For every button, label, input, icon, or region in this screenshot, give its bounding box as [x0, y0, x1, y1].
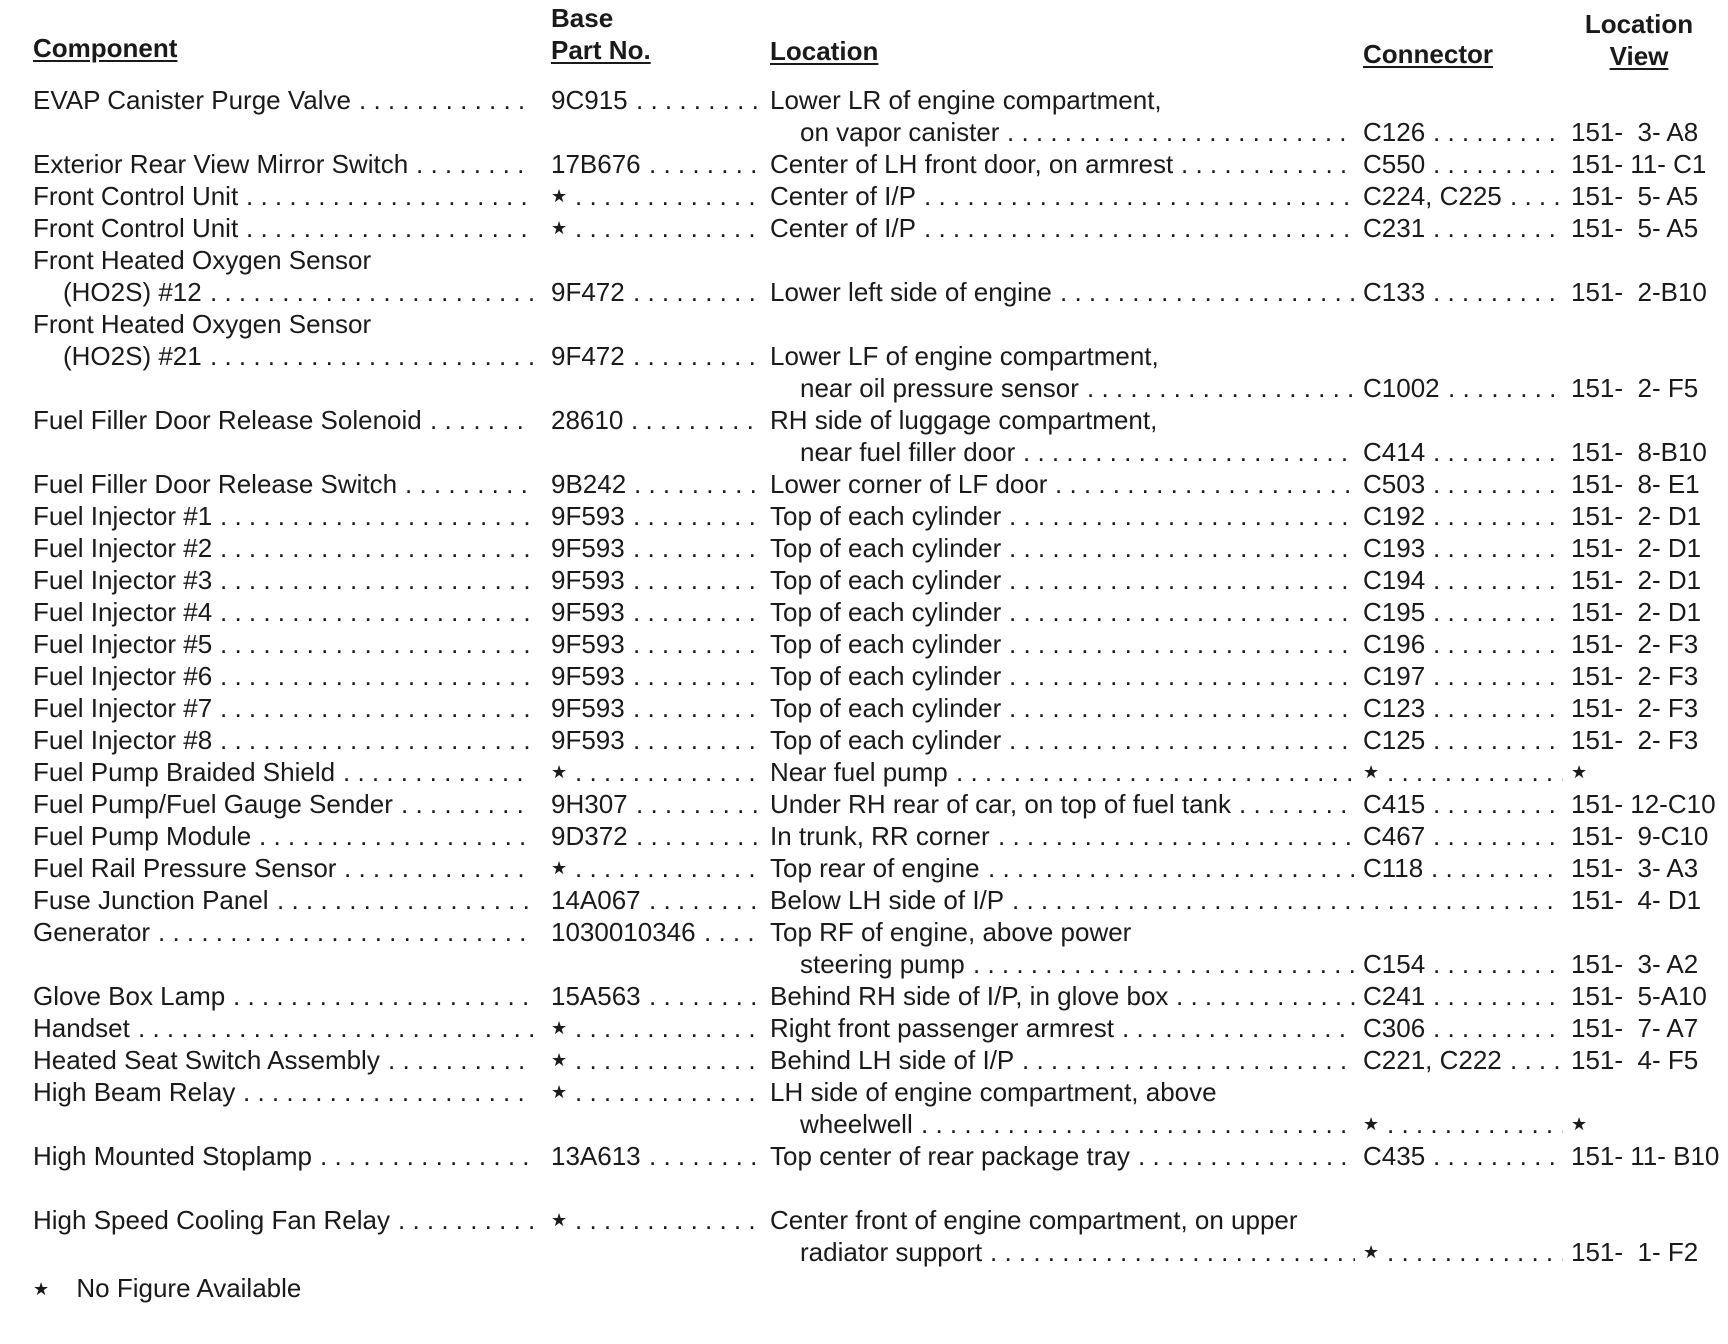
no-figure-star-icon: ★ [551, 218, 568, 238]
component-cell: Glove Box Lamp [33, 981, 226, 1011]
header-location-label: Location [770, 36, 879, 66]
dot-leader [1433, 628, 1563, 660]
dot-leader [633, 692, 763, 724]
dot-leader [1009, 628, 1355, 660]
dot-leader [1176, 980, 1355, 1012]
location-cell: radiator support [800, 1237, 983, 1267]
component-cell: Fuel Injector #5 [33, 629, 213, 659]
component-cell: Fuel Injector #2 [33, 533, 213, 563]
dot-leader [398, 1204, 533, 1236]
dot-leader [575, 1012, 763, 1044]
location-cell: Top of each cylinder [770, 725, 1002, 755]
part-number-cell: 9F593 [551, 597, 625, 627]
connector-cell: C123 [1363, 693, 1426, 723]
location-cell: Center of I/P [770, 181, 916, 211]
dot-leader [1009, 596, 1355, 628]
dot-leader [1433, 660, 1563, 692]
part-number-cell: 14A067 [551, 885, 641, 915]
dot-leader [649, 1140, 763, 1172]
dot-leader [1433, 148, 1563, 180]
component-cell: Fuel Rail Pressure Sensor [33, 853, 337, 883]
location-view-cell: 151- 3- A3 [1571, 853, 1699, 883]
dot-leader [636, 84, 763, 116]
location-cell: Top center of rear package tray [770, 1141, 1130, 1171]
dot-leader [1087, 372, 1355, 404]
component-cell: Fuel Pump Braided Shield [33, 757, 336, 787]
dot-leader [575, 852, 763, 884]
location-cell: Top of each cylinder [770, 629, 1002, 659]
connector-cell: C118 [1363, 853, 1424, 883]
connector-cell: C467 [1363, 821, 1426, 851]
dot-leader [1433, 1140, 1563, 1172]
dot-leader [1433, 692, 1563, 724]
location-view-cell: 151- 2-B10 [1571, 277, 1707, 307]
component-cell: Generator [33, 917, 151, 947]
location-view-cell: 151- 2- F3 [1571, 629, 1699, 659]
header-connector-label: Connector [1363, 39, 1493, 69]
dot-leader [1009, 724, 1355, 756]
component-cell: Front Control Unit [33, 213, 239, 243]
location-view-cell: 151- 5- A5 [1571, 213, 1699, 243]
location-cell: on vapor canister [800, 117, 1000, 147]
dot-leader [1510, 1044, 1563, 1076]
dot-leader [1239, 788, 1355, 820]
location-view-cell: 151- 4- D1 [1571, 885, 1702, 915]
component-cell: Front Control Unit [33, 181, 239, 211]
dot-leader [1009, 564, 1355, 596]
dot-leader [575, 1076, 763, 1108]
dot-leader [956, 756, 1355, 788]
dot-leader [320, 1140, 533, 1172]
part-number-cell: 9D372 [551, 821, 628, 851]
location-cell: near oil pressure sensor [800, 373, 1079, 403]
connector-cell: C435 [1363, 1141, 1426, 1171]
dot-leader [633, 724, 763, 756]
footnote [33, 1272, 301, 1305]
no-figure-star-icon: ★ [1363, 1242, 1380, 1262]
location-cell: LH side of engine compartment, above [770, 1077, 1217, 1107]
dot-leader [430, 404, 533, 436]
connector-cell: C154 [1363, 949, 1426, 979]
component-cell: Fuel Injector #4 [33, 597, 213, 627]
dot-leader [1433, 820, 1563, 852]
dot-leader [1433, 436, 1563, 468]
dot-leader [220, 596, 533, 628]
dot-leader [921, 1108, 1355, 1140]
location-view-cell: 151- 2- D1 [1571, 597, 1702, 627]
location-view-cell: 151- 7- A7 [1571, 1013, 1699, 1043]
dot-leader [1022, 1044, 1355, 1076]
location-view-cell: 151- 8-B10 [1571, 437, 1707, 467]
location-cell: Behind LH side of I/P [770, 1045, 1015, 1075]
dot-leader [1387, 756, 1563, 788]
component-cell: Fuel Injector #8 [33, 725, 213, 755]
no-figure-star-icon: ★ [551, 858, 568, 878]
location-cell: Below LH side of I/P [770, 885, 1005, 915]
dot-leader [210, 276, 533, 308]
header-base-part [551, 2, 651, 66]
part-number-cell: 13A613 [551, 1141, 641, 1171]
location-cell: Lower left side of engine [770, 277, 1052, 307]
dot-leader [220, 532, 533, 564]
dot-leader [1433, 564, 1563, 596]
location-view-cell: 151- 5- A5 [1571, 181, 1699, 211]
location-view-cell: 151- 1- F2 [1571, 1237, 1699, 1267]
header-location-view-line2: View [1609, 41, 1669, 71]
connector-cell: C1002 [1363, 373, 1440, 403]
location-view-cell: 151- 4- F5 [1571, 1045, 1699, 1075]
dot-leader [1433, 1012, 1563, 1044]
location-cell: Top of each cylinder [770, 501, 1002, 531]
header-component [33, 32, 177, 64]
dot-leader [575, 756, 763, 788]
location-cell: Top RF of engine, above power [770, 917, 1132, 947]
part-number-cell: 9H307 [551, 789, 628, 819]
part-number-cell: 9F472 [551, 341, 625, 371]
header-location-view-line1: Location [1584, 9, 1694, 39]
location-cell: wheelwell [800, 1109, 913, 1139]
dot-leader [649, 884, 763, 916]
part-number-cell: 17B676 [551, 149, 641, 179]
dot-leader [575, 212, 763, 244]
dot-leader [575, 1204, 763, 1236]
component-cell: High Beam Relay [33, 1077, 236, 1107]
dot-leader [405, 468, 533, 500]
component-cell: Fuel Injector #6 [33, 661, 213, 691]
location-cell: Top of each cylinder [770, 597, 1002, 627]
footnote-star-icon: ★ [33, 1279, 50, 1299]
dot-leader [1009, 500, 1355, 532]
dot-leader [416, 148, 533, 180]
dot-leader [1433, 596, 1563, 628]
dot-leader [246, 212, 533, 244]
no-figure-star-icon: ★ [551, 1082, 568, 1102]
component-cell: Fuel Pump/Fuel Gauge Sender [33, 789, 393, 819]
location-cell: Center front of engine compartment, on upper [770, 1205, 1298, 1235]
dot-leader [631, 404, 763, 436]
connector-cell: C194 [1363, 565, 1426, 595]
location-view-cell: 151- 2- F5 [1571, 373, 1699, 403]
connector-cell: C550 [1363, 149, 1426, 179]
part-number-cell: 1030010346 [551, 917, 696, 947]
no-figure-star-icon: ★ [1363, 762, 1380, 782]
location-cell: Center of I/P [770, 213, 916, 243]
no-figure-star-icon: ★ [551, 1050, 568, 1070]
dot-leader [1387, 1108, 1563, 1140]
connector-cell: C197 [1363, 661, 1426, 691]
dot-leader [277, 884, 533, 916]
location-view-cell: 151- 5-A10 [1571, 981, 1707, 1011]
dot-leader [388, 1044, 533, 1076]
dot-leader [990, 1236, 1355, 1268]
dot-leader [1009, 532, 1355, 564]
component-cell: Fuel Filler Door Release Solenoid [33, 405, 422, 435]
location-cell: Right front passenger armrest [770, 1013, 1114, 1043]
location-cell: Top of each cylinder [770, 693, 1002, 723]
dot-leader [1448, 372, 1563, 404]
component-cell: Heated Seat Switch Assembly [33, 1045, 380, 1075]
dot-leader [636, 788, 763, 820]
dot-leader [924, 180, 1355, 212]
dot-leader [210, 340, 533, 372]
dot-leader [704, 916, 763, 948]
no-figure-star-icon: ★ [551, 1210, 568, 1230]
dot-leader [924, 212, 1355, 244]
dot-leader [575, 1044, 763, 1076]
no-figure-star-icon: ★ [551, 186, 568, 206]
dot-leader [1055, 468, 1355, 500]
location-view-cell: 151- 9-C10 [1571, 821, 1709, 851]
dot-leader [401, 788, 533, 820]
location-cell: In trunk, RR corner [770, 821, 990, 851]
location-view-cell: 151- 3- A8 [1571, 117, 1699, 147]
location-cell: RH side of luggage compartment, [770, 405, 1158, 435]
header-location-view [1580, 8, 1698, 72]
dot-leader [1433, 212, 1563, 244]
component-cell: Fuel Filler Door Release Switch [33, 469, 398, 499]
dot-leader [1510, 180, 1563, 212]
footnote-text: No Figure Available [76, 1273, 302, 1303]
location-cell: Behind RH side of I/P, in glove box [770, 981, 1169, 1011]
no-figure-star-icon: ★ [551, 762, 568, 782]
connector-cell: C192 [1363, 501, 1426, 531]
part-number-cell: 9F593 [551, 725, 625, 755]
no-figure-star-icon: ★ [1571, 1114, 1588, 1134]
dot-leader [633, 564, 763, 596]
dot-leader [1433, 980, 1563, 1012]
dot-leader [649, 980, 763, 1012]
location-cell: Lower corner of LF door [770, 469, 1048, 499]
part-number-cell: 9B242 [551, 469, 627, 499]
connector-cell: C193 [1363, 533, 1426, 563]
dot-leader [233, 980, 533, 1012]
header-base-label: Base [551, 3, 614, 33]
component-cell: (HO2S) #21 [63, 341, 202, 371]
location-cell: Lower LR of engine compartment, [770, 85, 1162, 115]
location-view-cell: 151- 2- F3 [1571, 725, 1699, 755]
connector-cell: C125 [1363, 725, 1426, 755]
dot-leader [1431, 852, 1563, 884]
dot-leader [1012, 884, 1563, 916]
dot-leader [1433, 468, 1563, 500]
dot-leader [359, 84, 533, 116]
dot-leader [998, 820, 1355, 852]
dot-leader [1009, 660, 1355, 692]
dot-leader [1023, 436, 1355, 468]
dot-leader [220, 660, 533, 692]
dot-leader [158, 916, 533, 948]
location-cell: Top of each cylinder [770, 661, 1002, 691]
component-cell: Front Heated Oxygen Sensor [33, 245, 372, 275]
no-figure-star-icon: ★ [551, 1018, 568, 1038]
connector-cell: C414 [1363, 437, 1426, 467]
location-cell: Top of each cylinder [770, 533, 1002, 563]
part-number-cell: 9F472 [551, 277, 625, 307]
header-part-no-label: Part No. [551, 35, 651, 65]
dot-leader [243, 1076, 533, 1108]
dot-leader [988, 852, 1355, 884]
location-view-cell: 151- 2- F3 [1571, 693, 1699, 723]
header-component-label: Component [33, 33, 178, 63]
part-number-cell: 15A563 [551, 981, 641, 1011]
dot-leader [1433, 500, 1563, 532]
component-cell: High Speed Cooling Fan Relay [33, 1205, 390, 1235]
no-figure-star-icon: ★ [1363, 1114, 1380, 1134]
location-cell: Top rear of engine [770, 853, 980, 883]
dot-leader [1433, 788, 1563, 820]
dot-leader [575, 180, 763, 212]
connector-cell: C126 [1363, 117, 1426, 147]
connector-cell: C306 [1363, 1013, 1426, 1043]
component-cell: Front Heated Oxygen Sensor [33, 309, 372, 339]
dot-leader [1433, 116, 1563, 148]
dot-leader [1181, 148, 1355, 180]
part-number-cell: 9F593 [551, 693, 625, 723]
component-cell: Exterior Rear View Mirror Switch [33, 149, 409, 179]
location-view-cell: 151- 2- D1 [1571, 501, 1702, 531]
dot-leader [633, 532, 763, 564]
dot-leader [220, 724, 533, 756]
dot-leader [649, 148, 763, 180]
part-number-cell: 9F593 [551, 501, 625, 531]
location-cell: Top of each cylinder [770, 565, 1002, 595]
dot-leader [220, 564, 533, 596]
dot-leader [633, 596, 763, 628]
no-figure-star-icon: ★ [1571, 762, 1588, 782]
dot-leader [1433, 948, 1563, 980]
location-cell: Under RH rear of car, on top of fuel tank [770, 789, 1232, 819]
location-cell: Lower LF of engine compartment, [770, 341, 1159, 371]
connector-cell: C196 [1363, 629, 1426, 659]
dot-leader [344, 852, 533, 884]
dot-leader [1433, 276, 1563, 308]
part-number-cell: 9F593 [551, 533, 625, 563]
location-view-cell: 151- 11- C1 [1571, 149, 1707, 179]
dot-leader [1433, 724, 1563, 756]
location-view-cell: 151- 8- E1 [1571, 469, 1700, 499]
dot-leader [1060, 276, 1355, 308]
part-number-cell: 9F593 [551, 661, 625, 691]
dot-leader [634, 468, 763, 500]
component-cell: Fuel Pump Module [33, 821, 252, 851]
dot-leader [633, 340, 763, 372]
dot-leader [633, 660, 763, 692]
component-cell: (HO2S) #12 [63, 277, 202, 307]
location-cell: near fuel filler door [800, 437, 1016, 467]
component-cell: High Mounted Stoplamp [33, 1141, 312, 1171]
location-view-cell: 151- 2- D1 [1571, 565, 1702, 595]
header-location [770, 35, 878, 67]
dot-leader [1122, 1012, 1355, 1044]
part-number-cell: 9F593 [551, 565, 625, 595]
dot-leader [246, 180, 533, 212]
dot-leader [1138, 1140, 1355, 1172]
dot-leader [1009, 692, 1355, 724]
location-view-cell: 151- 3- A2 [1571, 949, 1699, 979]
location-cell: Near fuel pump [770, 757, 948, 787]
header-connector [1363, 38, 1493, 70]
connector-cell: C221, C222 [1363, 1045, 1502, 1075]
part-number-cell: 9F593 [551, 629, 625, 659]
connector-cell: C224, C225 [1363, 181, 1502, 211]
dot-leader [1387, 1236, 1563, 1268]
connector-cell: C503 [1363, 469, 1426, 499]
component-cell: Fuel Injector #7 [33, 693, 213, 723]
location-view-cell: 151- 2- F3 [1571, 661, 1699, 691]
dot-leader [1433, 532, 1563, 564]
connector-cell: C241 [1363, 981, 1426, 1011]
connector-cell: C195 [1363, 597, 1426, 627]
connector-cell: C231 [1363, 213, 1426, 243]
component-cell: Handset [33, 1013, 130, 1043]
dot-leader [633, 628, 763, 660]
dot-leader [259, 820, 533, 852]
location-view-cell: 151- 12-C10 [1571, 789, 1716, 819]
dot-leader [220, 692, 533, 724]
dot-leader [220, 628, 533, 660]
dot-leader [633, 500, 763, 532]
dot-leader [973, 948, 1355, 980]
location-view-cell: 151- 11- B10 [1571, 1141, 1720, 1171]
component-cell: EVAP Canister Purge Valve [33, 85, 351, 115]
part-number-cell: 28610 [551, 405, 624, 435]
component-cell: Fuse Junction Panel [33, 885, 269, 915]
dot-leader [343, 756, 533, 788]
connector-cell: C133 [1363, 277, 1426, 307]
dot-leader [633, 276, 763, 308]
location-view-cell: 151- 2- D1 [1571, 533, 1702, 563]
connector-cell: C415 [1363, 789, 1426, 819]
dot-leader [636, 820, 763, 852]
dot-leader [138, 1012, 533, 1044]
location-cell: Center of LH front door, on armrest [770, 149, 1174, 179]
location-cell: steering pump [800, 949, 965, 979]
component-cell: Fuel Injector #3 [33, 565, 213, 595]
part-number-cell: 9C915 [551, 85, 628, 115]
dot-leader [220, 500, 533, 532]
component-cell: Fuel Injector #1 [33, 501, 213, 531]
dot-leader [1007, 116, 1355, 148]
